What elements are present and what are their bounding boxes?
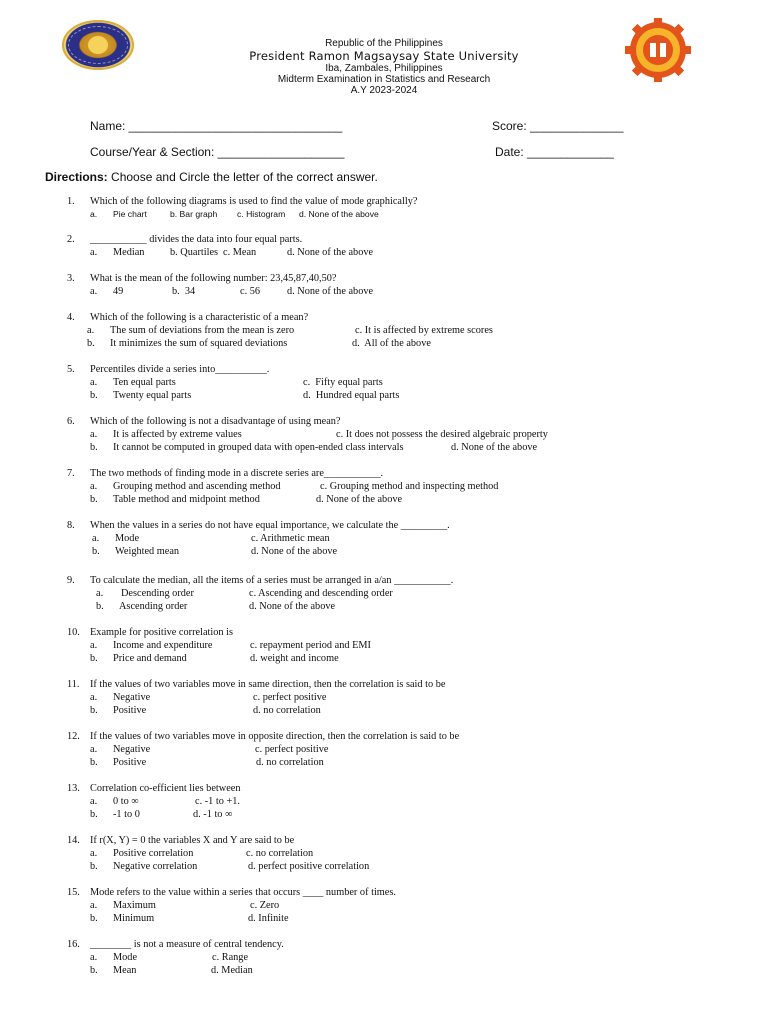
answer-option[interactable]: Price and demand [113,653,187,664]
answer-option[interactable]: d. None of the above [251,546,338,557]
answer-option[interactable]: a. [90,286,98,297]
answer-option[interactable]: Ascending order [119,601,188,612]
answer-option[interactable]: b. [90,809,98,820]
answer-option[interactable]: b. [90,494,98,505]
answer-option[interactable]: 0 to ∞ [113,796,139,807]
answer-option[interactable]: b. Quartiles [170,247,219,258]
answer-option[interactable]: c. Ascending and descending order [249,588,393,599]
answer-option[interactable]: -1 to 0 [113,809,140,820]
answer-option[interactable]: Minimum [113,913,155,924]
question-number: 13. [67,783,80,794]
answer-option[interactable]: Median [113,247,145,258]
question-text: Which of the following is a characteristic of a mean? [90,312,309,323]
header-academic-year: A.Y 2023-2024 [350,85,418,96]
answer-option[interactable]: a. [90,952,98,963]
question-number: 14. [67,835,80,846]
answer-option[interactable]: b. [90,705,98,716]
question-text: ___________ divides the data into four equal parts. [90,234,303,245]
answer-option[interactable]: The sum of deviations from the mean is zero [110,325,295,336]
question-number: 11. [67,679,80,690]
question-text: If r(X, Y) = 0 the variables X and Y are said to be [90,835,295,846]
question-text: ________ is not a measure of central tendency. [90,939,284,950]
question-text: If the values of two variables move in opposite direction, then the correlation is said to be [90,731,460,742]
answer-option[interactable]: c. Arithmetic mean [251,533,330,544]
answer-option[interactable]: Positive [113,705,147,716]
answer-option[interactable]: b. Bar graph [170,209,218,219]
question-text: The two methods of finding mode in a discrete series are___________. [90,468,384,479]
answer-option[interactable]: Mode [115,533,140,544]
document-header [0,38,768,96]
answer-option[interactable]: d. Infinite [248,913,289,924]
answer-option[interactable]: c. Histogram [237,209,286,219]
header-university: President Ramon Magsaysay State University [249,49,519,63]
answer-option[interactable]: c. Range [212,952,249,963]
question-number: 2. [67,234,75,245]
question-text: Which of the following diagrams is used to find the value of mode graphically? [90,196,418,207]
question-number: 16. [67,939,80,950]
answer-option[interactable]: b. [90,913,98,924]
question-number: 12. [67,731,80,742]
answer-option[interactable]: d. perfect positive correlation [248,861,370,872]
answer-option[interactable]: a. [90,744,98,755]
answer-option[interactable]: a. [90,848,98,859]
answer-option[interactable]: b. [87,338,95,349]
answer-option[interactable]: 49 [113,286,124,297]
answer-option[interactable]: Positive correlation [113,848,194,859]
question-text: If the values of two variables move in same direction, then the correlation is said to be [90,679,446,690]
question-number: 1. [67,196,75,207]
answer-option[interactable]: d. Median [211,965,253,976]
question-number: 7. [67,468,75,479]
answer-option[interactable]: b. [90,965,98,976]
question-text: Correlation co-efficient lies between [90,783,241,794]
answer-option[interactable]: c. -1 to +1. [195,796,240,807]
answer-option[interactable]: Table method and midpoint method [113,494,260,505]
question-number: 9. [67,575,75,586]
answer-option[interactable]: d. no correlation [256,757,324,768]
directions [45,170,378,184]
question-text: Which of the following is not a disadvantage of using mean? [90,416,341,427]
answer-option[interactable]: b. [90,390,98,401]
answer-option[interactable]: c. Fifty equal parts [303,377,383,388]
question-number: 4. [67,312,75,323]
answer-option[interactable]: a. [87,325,95,336]
answer-option[interactable]: c. It does not possess the desired algebraic property [336,429,548,440]
answer-option[interactable]: Twenty equal parts [113,390,192,401]
answer-option[interactable]: Mean [113,965,137,976]
answer-option[interactable]: Negative [113,692,151,703]
answer-option[interactable]: Descending order [121,588,194,599]
score-field[interactable]: Score: ______________ [492,119,624,133]
answer-option[interactable]: Positive [113,757,147,768]
question-number: 5. [67,364,75,375]
answer-option[interactable]: a. [90,429,98,440]
answer-option[interactable]: Mode [113,952,138,963]
answer-option[interactable]: Grouping method and ascending method [113,481,281,492]
answer-option[interactable]: d. no correlation [253,705,321,716]
answer-option[interactable]: Income and expenditure [113,640,213,651]
answer-option[interactable]: b. [96,601,104,612]
question-text: Example for positive correlation is [90,627,233,638]
answer-option[interactable]: Negative correlation [113,861,198,872]
question-text: Mode refers to the value within a series that occurs ____ number of times. [90,887,396,898]
directions-text: Choose and Circle the letter of the correct answer. [107,170,378,184]
directions-label: Directions: [45,170,108,184]
answer-option[interactable]: b. [92,546,100,557]
answer-option[interactable]: d. weight and income [250,653,339,664]
answer-option[interactable]: a. [90,640,98,651]
question-number: 10. [67,627,80,638]
answer-option[interactable]: Weighted mean [115,546,180,557]
answer-option[interactable]: d. -1 to ∞ [193,809,233,820]
answer-option[interactable]: a. [90,247,98,258]
question-number: 6. [67,416,75,427]
answer-option[interactable]: Negative [113,744,151,755]
question-text: When the values in a series do not have equal importance, we calculate the _________. [90,520,450,531]
answer-option[interactable]: a. [90,377,98,388]
answer-option[interactable]: c. Grouping method and inspecting method [320,481,499,492]
answer-option[interactable]: d. None of the above [249,601,336,612]
answer-option[interactable]: b. [90,757,98,768]
answer-option[interactable]: d. None of the above [299,209,379,219]
answer-option[interactable]: It cannot be computed in grouped data with open-ended class intervals [113,442,404,453]
answer-option[interactable]: a. [90,900,98,911]
answer-option[interactable]: b. [90,861,98,872]
answer-option[interactable]: d. None of the above [287,286,374,297]
question-number: 3. [67,273,75,284]
answer-option[interactable]: a. [90,481,98,492]
question-text: To calculate the median, all the items of a series must be arranged in a/an ___________. [90,575,454,586]
answer-option[interactable]: b. 34 [172,286,196,297]
answer-option[interactable]: a. [90,796,98,807]
question-number: 8. [67,520,75,531]
answer-option[interactable]: Maximum [113,900,156,911]
answer-option[interactable]: c. perfect positive [255,744,329,755]
date-field[interactable]: Date: _____________ [495,145,614,159]
answer-option[interactable]: It is affected by extreme values [113,429,242,440]
answer-option[interactable]: b. [90,653,98,664]
answer-option[interactable]: d. None of the above [316,494,403,505]
answer-option[interactable]: c. Zero [250,900,280,911]
answer-option[interactable]: c. Mean [223,247,257,258]
answer-option[interactable]: Pie chart [113,209,147,219]
answer-option[interactable]: c. It is affected by extreme scores [355,325,493,336]
answer-option[interactable]: d. All of the above [352,338,431,349]
name-field[interactable]: Name: ________________________________ [90,119,343,133]
answer-option[interactable]: c. 56 [240,286,261,297]
answer-option[interactable]: a. [90,692,98,703]
answer-option[interactable]: a. [90,209,98,219]
answer-option[interactable]: c. perfect positive [253,692,327,703]
question-number: 15. [67,887,80,898]
header-republic: Republic of the Philippines [325,38,443,49]
answer-option[interactable]: It minimizes the sum of squared deviations [110,338,288,349]
answer-option[interactable]: c. no correlation [246,848,314,859]
answer-option[interactable]: d. Hundred equal parts [303,390,400,401]
header-exam-title: Midterm Examination in Statistics and Research [277,74,491,85]
answer-option[interactable]: Ten equal parts [113,377,176,388]
answer-option[interactable]: d. None of the above [287,247,374,258]
header-location: Iba, Zambales, Philippines [325,63,443,74]
answer-option[interactable]: c. repayment period and EMI [250,640,371,651]
answer-option[interactable]: a. [96,588,104,599]
answer-option[interactable]: a. [92,533,100,544]
answer-option[interactable]: b. [90,442,98,453]
answer-option[interactable]: d. None of the above [451,442,538,453]
section-field[interactable]: Course/Year & Section: ___________________ [90,145,345,159]
question-text: What is the mean of the following number: 23,45,87,40,50? [90,273,337,284]
question-text: Percentiles divide a series into__________. [90,364,270,375]
